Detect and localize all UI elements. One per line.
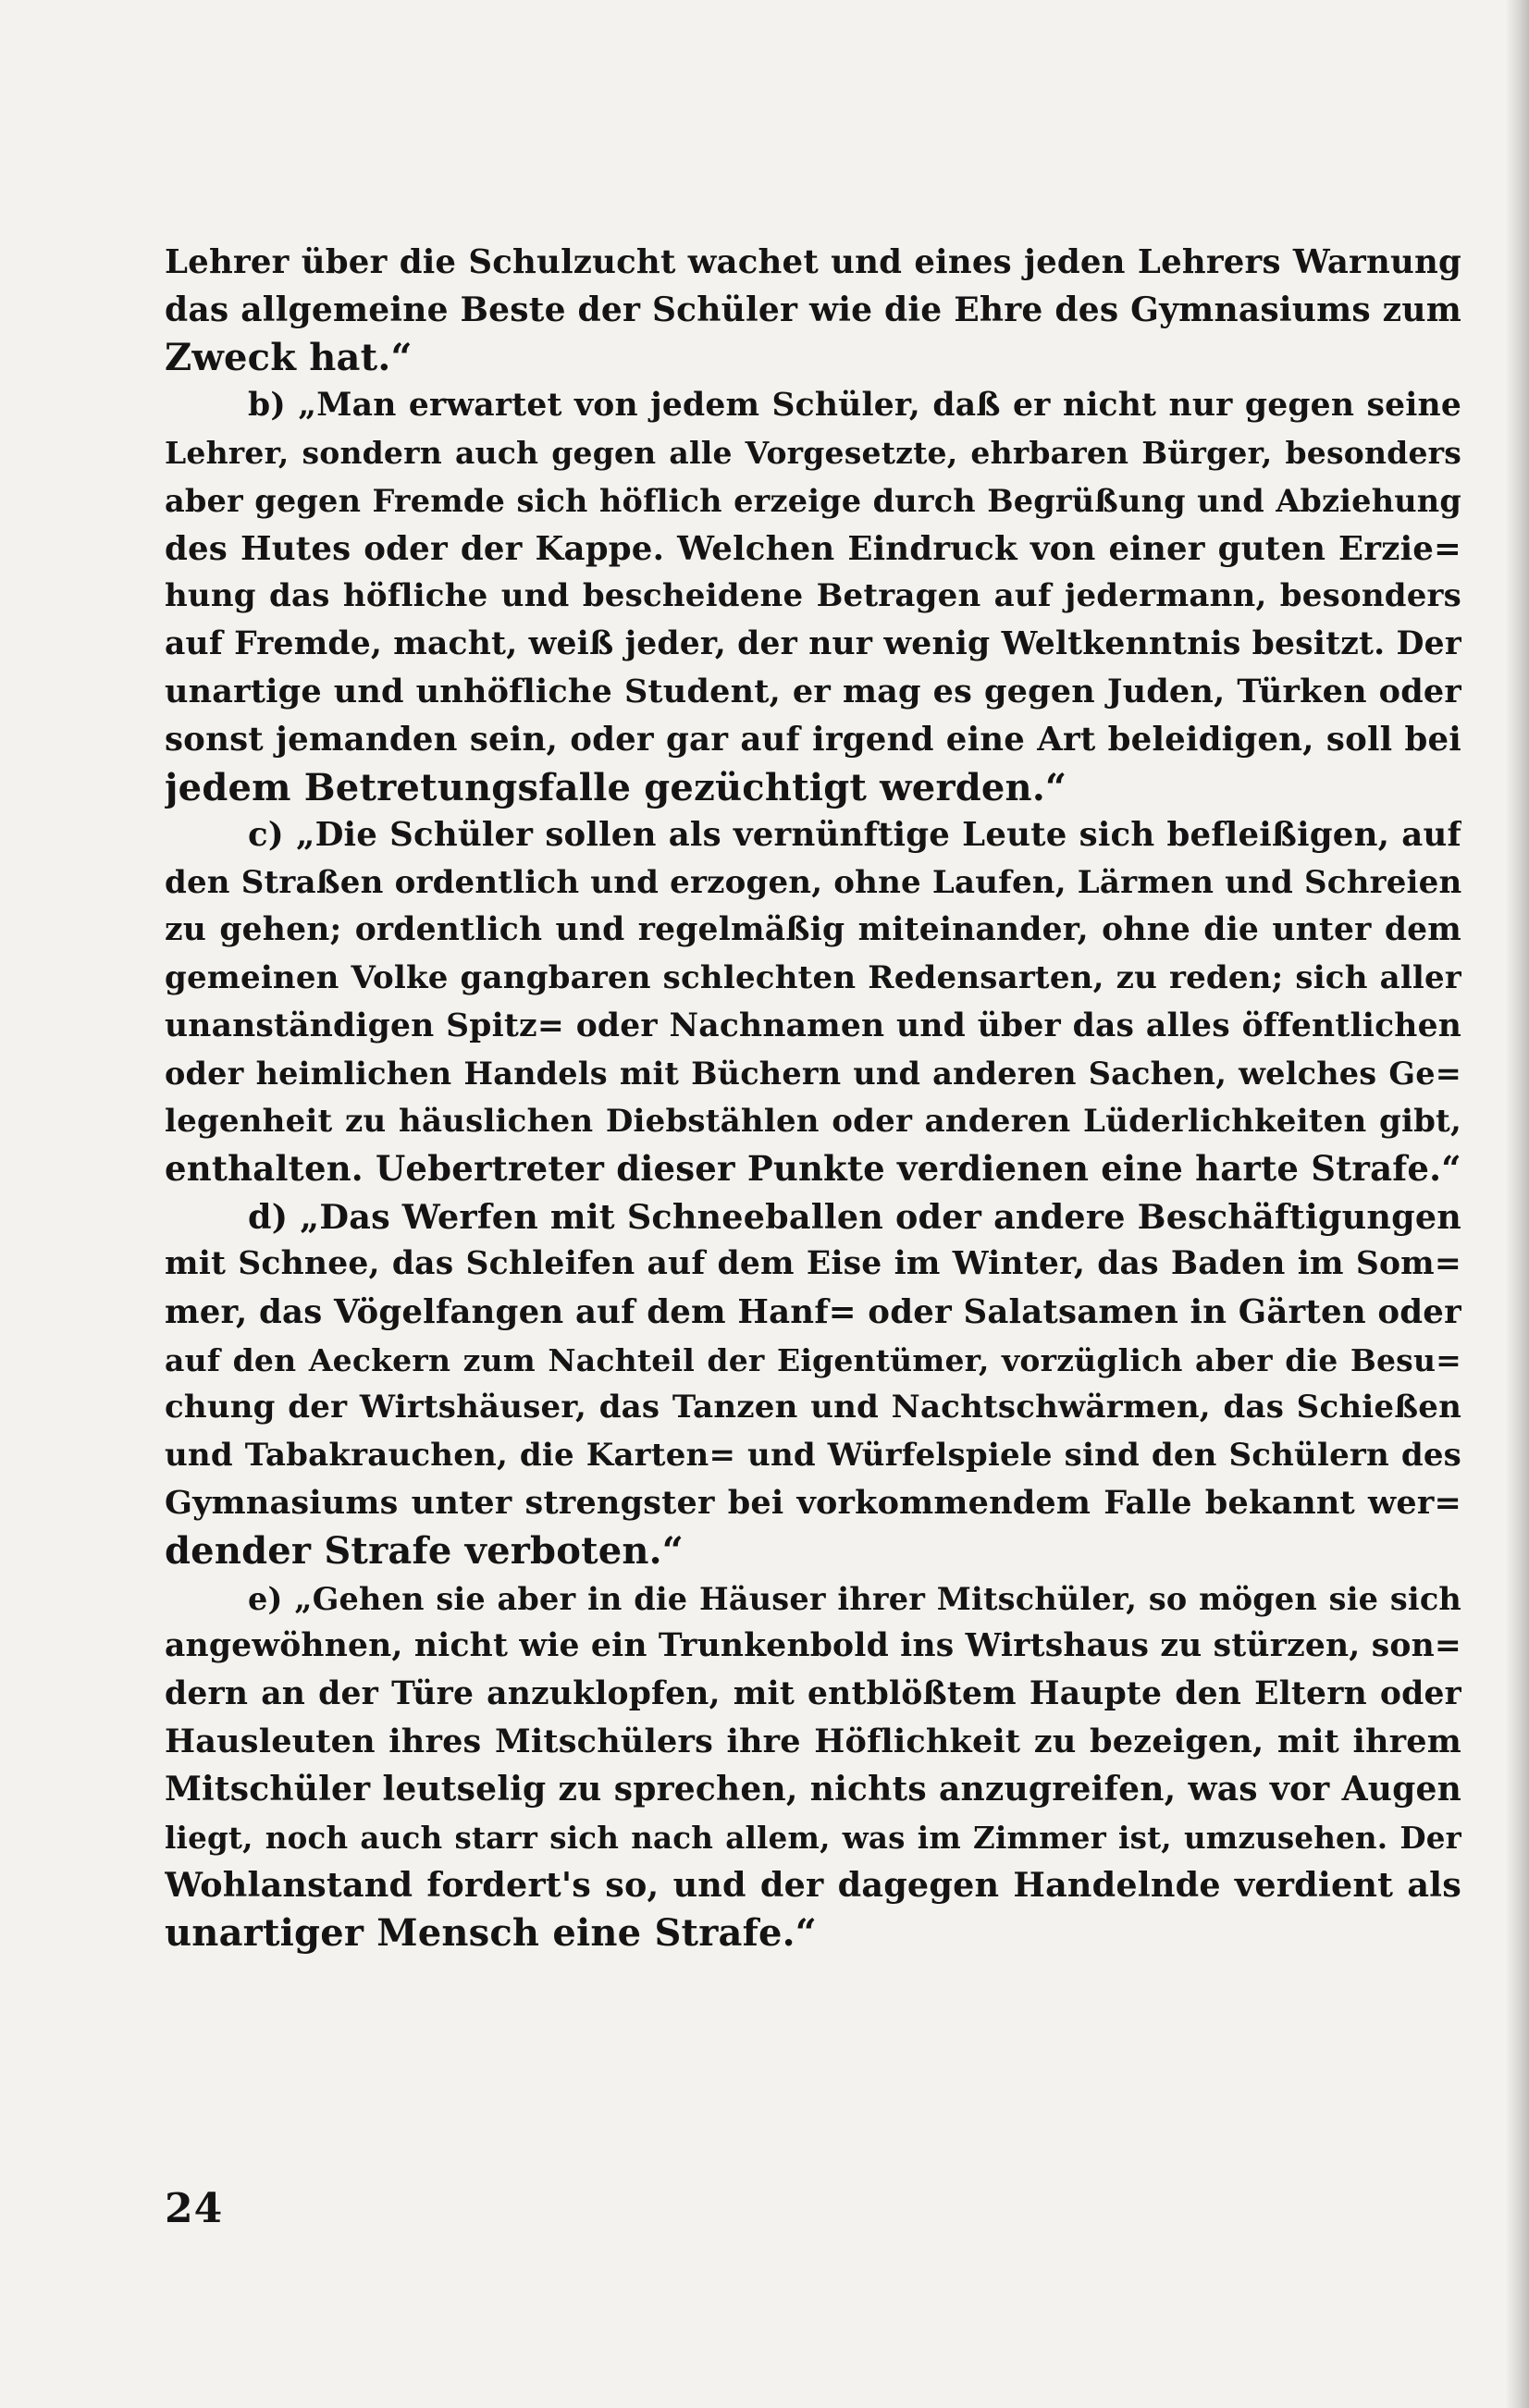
text-line: hung das höfliche und bescheidene Betragen auf jedermann, besonders bbox=[165, 577, 1461, 615]
text-line: gemeinen Volke gangbaren schlechten Redensarten, zu reden; sich aller bbox=[165, 958, 1461, 996]
body-text bbox=[165, 239, 1461, 1957]
text-line: unartige und unhöfliche Student, er mag es gegen Juden, Türken oder bbox=[165, 673, 1461, 711]
text-line: unanständigen Spitz= oder Nachnamen und über das alles öffentlichen bbox=[165, 1006, 1461, 1044]
text-line: Zweck hat.“ bbox=[165, 336, 413, 380]
text-line: dender Strafe verboten.“ bbox=[165, 1529, 684, 1574]
text-line: unartiger Mensch eine Strafe.“ bbox=[165, 1910, 817, 1955]
text-line: und Tabakrauchen, die Karten= und Würfelspiele sind den Schülern des bbox=[165, 1436, 1461, 1474]
text-line: enthalten. Uebertreter dieser Punkte verdienen eine harte Strafe.“ bbox=[165, 1148, 1461, 1190]
text-line: jedem Betretungsfalle gezüchtigt werden.“ bbox=[165, 765, 1067, 809]
text-line: Mitschüler leutselig zu sprechen, nichts anzugreifen, was vor Augen bbox=[165, 1770, 1461, 1809]
text-line: mit Schnee, das Schleifen auf dem Eise im Winter, das Baden im Som= bbox=[165, 1245, 1461, 1283]
text-line: zu gehen; ordentlich und regelmäßig miteinander, ohne die unter dem bbox=[165, 911, 1461, 949]
text-line: b) „Man erwartet von jedem Schüler, daß er nicht nur gegen seine bbox=[248, 386, 1461, 424]
text-line: das allgemeine Beste der Schüler wie die Ehre des Gymnasiums zum bbox=[165, 290, 1461, 329]
text-line: sonst jemanden sein, oder gar auf irgend eine Art beleidigen, soll bei bbox=[165, 720, 1461, 759]
text-line: auf Fremde, macht, weiß jeder, der nur wenig Weltkenntnis besitzt. Der bbox=[165, 624, 1461, 662]
text-line: liegt, noch auch starr sich nach allem, was im Zimmer ist, umzusehen. Der bbox=[165, 1819, 1461, 1856]
text-line: chung der Wirtshäuser, das Tanzen und Nachtschwärmen, das Schießen bbox=[165, 1389, 1461, 1426]
text-line: mer, das Vögelfangen auf dem Hanf= oder Salatsamen in Gärten oder bbox=[165, 1293, 1461, 1332]
page-edge-shadow bbox=[1505, 0, 1529, 2408]
text-line: legenheit zu häuslichen Diebstählen oder anderen Lüderlichkeiten gibt, bbox=[165, 1102, 1461, 1140]
text-line: e) „Gehen sie aber in die Häuser ihrer Mitschüler, so mögen sie sich bbox=[248, 1580, 1461, 1617]
text-line: Wohlanstand fordert's so, und der dagegen Handelnde verdient als bbox=[165, 1865, 1461, 1906]
text-line: dern an der Türe anzuklopfen, mit entblößtem Haupte den Eltern oder bbox=[165, 1674, 1461, 1712]
text-line: d) „Das Werfen mit Schneeballen oder andere Beschäftigungen bbox=[248, 1196, 1461, 1237]
text-line: aber gegen Fremde sich höflich erzeige durch Begrüßung und Abziehung bbox=[165, 482, 1461, 519]
text-line: Hausleuten ihres Mitschülers ihre Höflichkeit zu bezeigen, mit ihrem bbox=[165, 1723, 1461, 1761]
text-line: Lehrer über die Schulzucht wachet und eines jeden Lehrers Warnung bbox=[165, 243, 1461, 281]
text-line: c) „Die Schüler sollen als vernünftige Leute sich befleißigen, auf bbox=[248, 816, 1461, 855]
text-line: auf den Aeckern zum Nachteil der Eigentümer, vorzüglich aber die Besu= bbox=[165, 1341, 1461, 1378]
text-line: des Hutes oder der Kappe. Welchen Eindruck von einer guten Erzie= bbox=[165, 529, 1461, 568]
page-number: 24 bbox=[165, 2185, 224, 2232]
text-line: den Straßen ordentlich und erzogen, ohne Laufen, Lärmen und Schreien bbox=[165, 863, 1461, 901]
text-line: oder heimlichen Handels mit Büchern und anderen Sachen, welches Ge= bbox=[165, 1056, 1461, 1093]
text-line: Gymnasiums unter strengster bei vorkommendem Falle bekannt wer= bbox=[165, 1484, 1461, 1523]
text-line: angewöhnen, nicht wie ein Trunkenbold ins Wirtshaus zu stürzen, son= bbox=[165, 1627, 1461, 1665]
text-line: Lehrer, sondern auch gegen alle Vorgesetzte, ehrbaren Bürger, besonders bbox=[165, 435, 1461, 472]
